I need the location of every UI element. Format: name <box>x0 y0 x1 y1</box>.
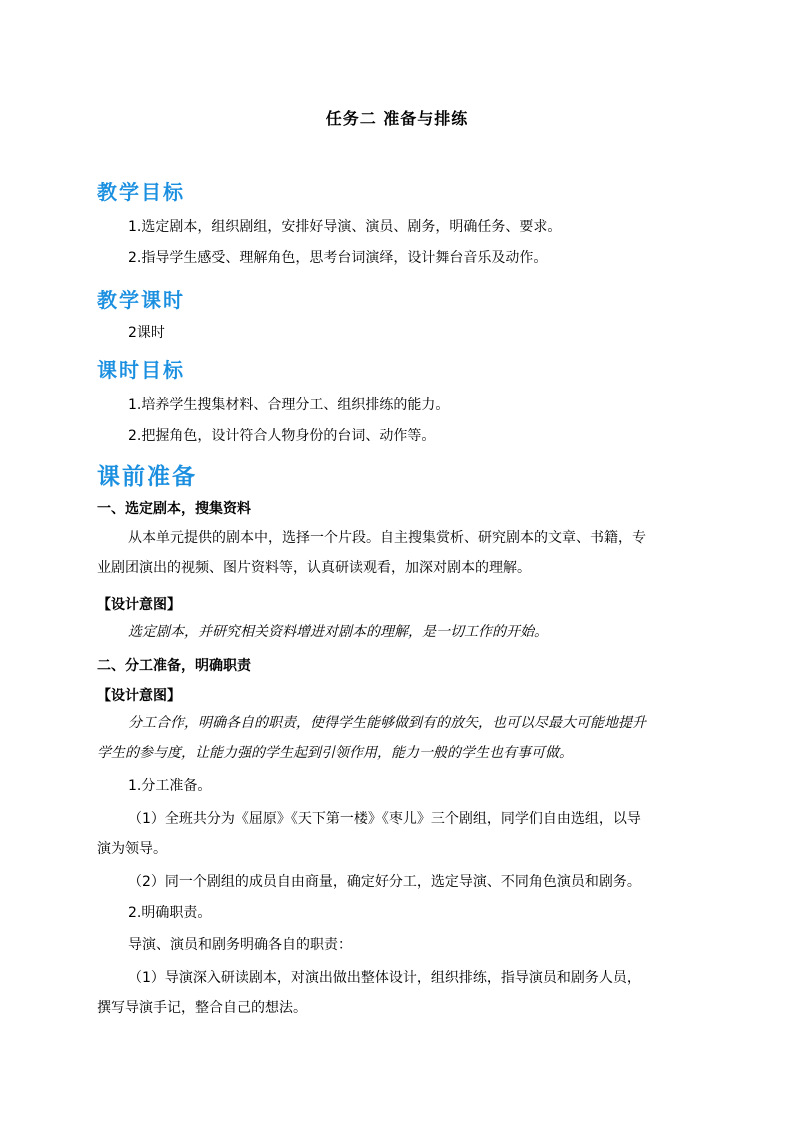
part2-intent-label: 【设计意图】 <box>97 688 181 704</box>
lesson-goal-item-1: 1.培养学生搜集材料、合理分工、组织排练的能力。 <box>128 397 450 413</box>
step1-a-line2: 演为领导。 <box>97 841 167 857</box>
step2-a-line2: 撰写导演手记，整合自己的想法。 <box>97 1000 307 1016</box>
hours-text: 2课时 <box>128 325 165 341</box>
part1-para-line1: 从本单元提供的剧本中，选择一个片段。自主搜集赏析、研究剧本的文章、书籍，专 <box>128 530 646 546</box>
part2-intent-line2: 学生的参与度，让能力强的学生起到引领作用，能力一般的学生也有事可做。 <box>97 745 573 761</box>
step2-a-line1: （1）导演深入研读剧本，对演出做出整体设计，组织排练，指导演员和剧务人员， <box>128 970 641 986</box>
heading-teaching-goals: 教学目标 <box>97 180 185 204</box>
document-title: 任务二 准备与排练 <box>325 109 469 128</box>
heading-preparation: 课前准备 <box>97 464 197 490</box>
part1-intent-text: 选定剧本，并研究相关资料增进对剧本的理解，是一切工作的开始。 <box>128 624 548 640</box>
goal-item-2: 2.指导学生感受、理解角色，思考台词演绎，设计舞台音乐及动作。 <box>128 250 548 266</box>
step2-intro: 导演、演员和剧务明确各自的职责： <box>128 937 352 953</box>
heading-lesson-goals: 课时目标 <box>97 358 185 382</box>
step1-heading: 1.分工准备。 <box>128 778 212 794</box>
part2-title: 二、分工准备，明确职责 <box>97 658 251 674</box>
heading-teaching-hours: 教学课时 <box>97 288 185 312</box>
part1-title: 一、选定剧本，搜集资料 <box>97 501 251 517</box>
part2-intent-line1: 分工合作，明确各自的职责，使得学生能够做到有的放矢，也可以尽最大可能地提升 <box>128 715 646 731</box>
part1-intent-label: 【设计意图】 <box>97 597 181 613</box>
lesson-goal-item-2: 2.把握角色，设计符合人物身份的台词、动作等。 <box>128 428 436 444</box>
part1-para-line2: 业剧团演出的视频、图片资料等，认真研读观看，加深对剧本的理解。 <box>97 560 531 576</box>
goal-item-1: 1.选定剧本，组织剧组，安排好导演、演员、剧务，明确任务、要求。 <box>128 219 562 235</box>
step1-b: （2）同一个剧组的成员自由商量，确定好分工，选定导演、不同角色演员和剧务。 <box>128 874 641 890</box>
step1-a-line1: （1）全班共分为《屈原》《天下第一楼》《枣儿》三个剧组，同学们自由选组，以导 <box>128 811 641 827</box>
step2-heading: 2.明确职责。 <box>128 905 212 921</box>
